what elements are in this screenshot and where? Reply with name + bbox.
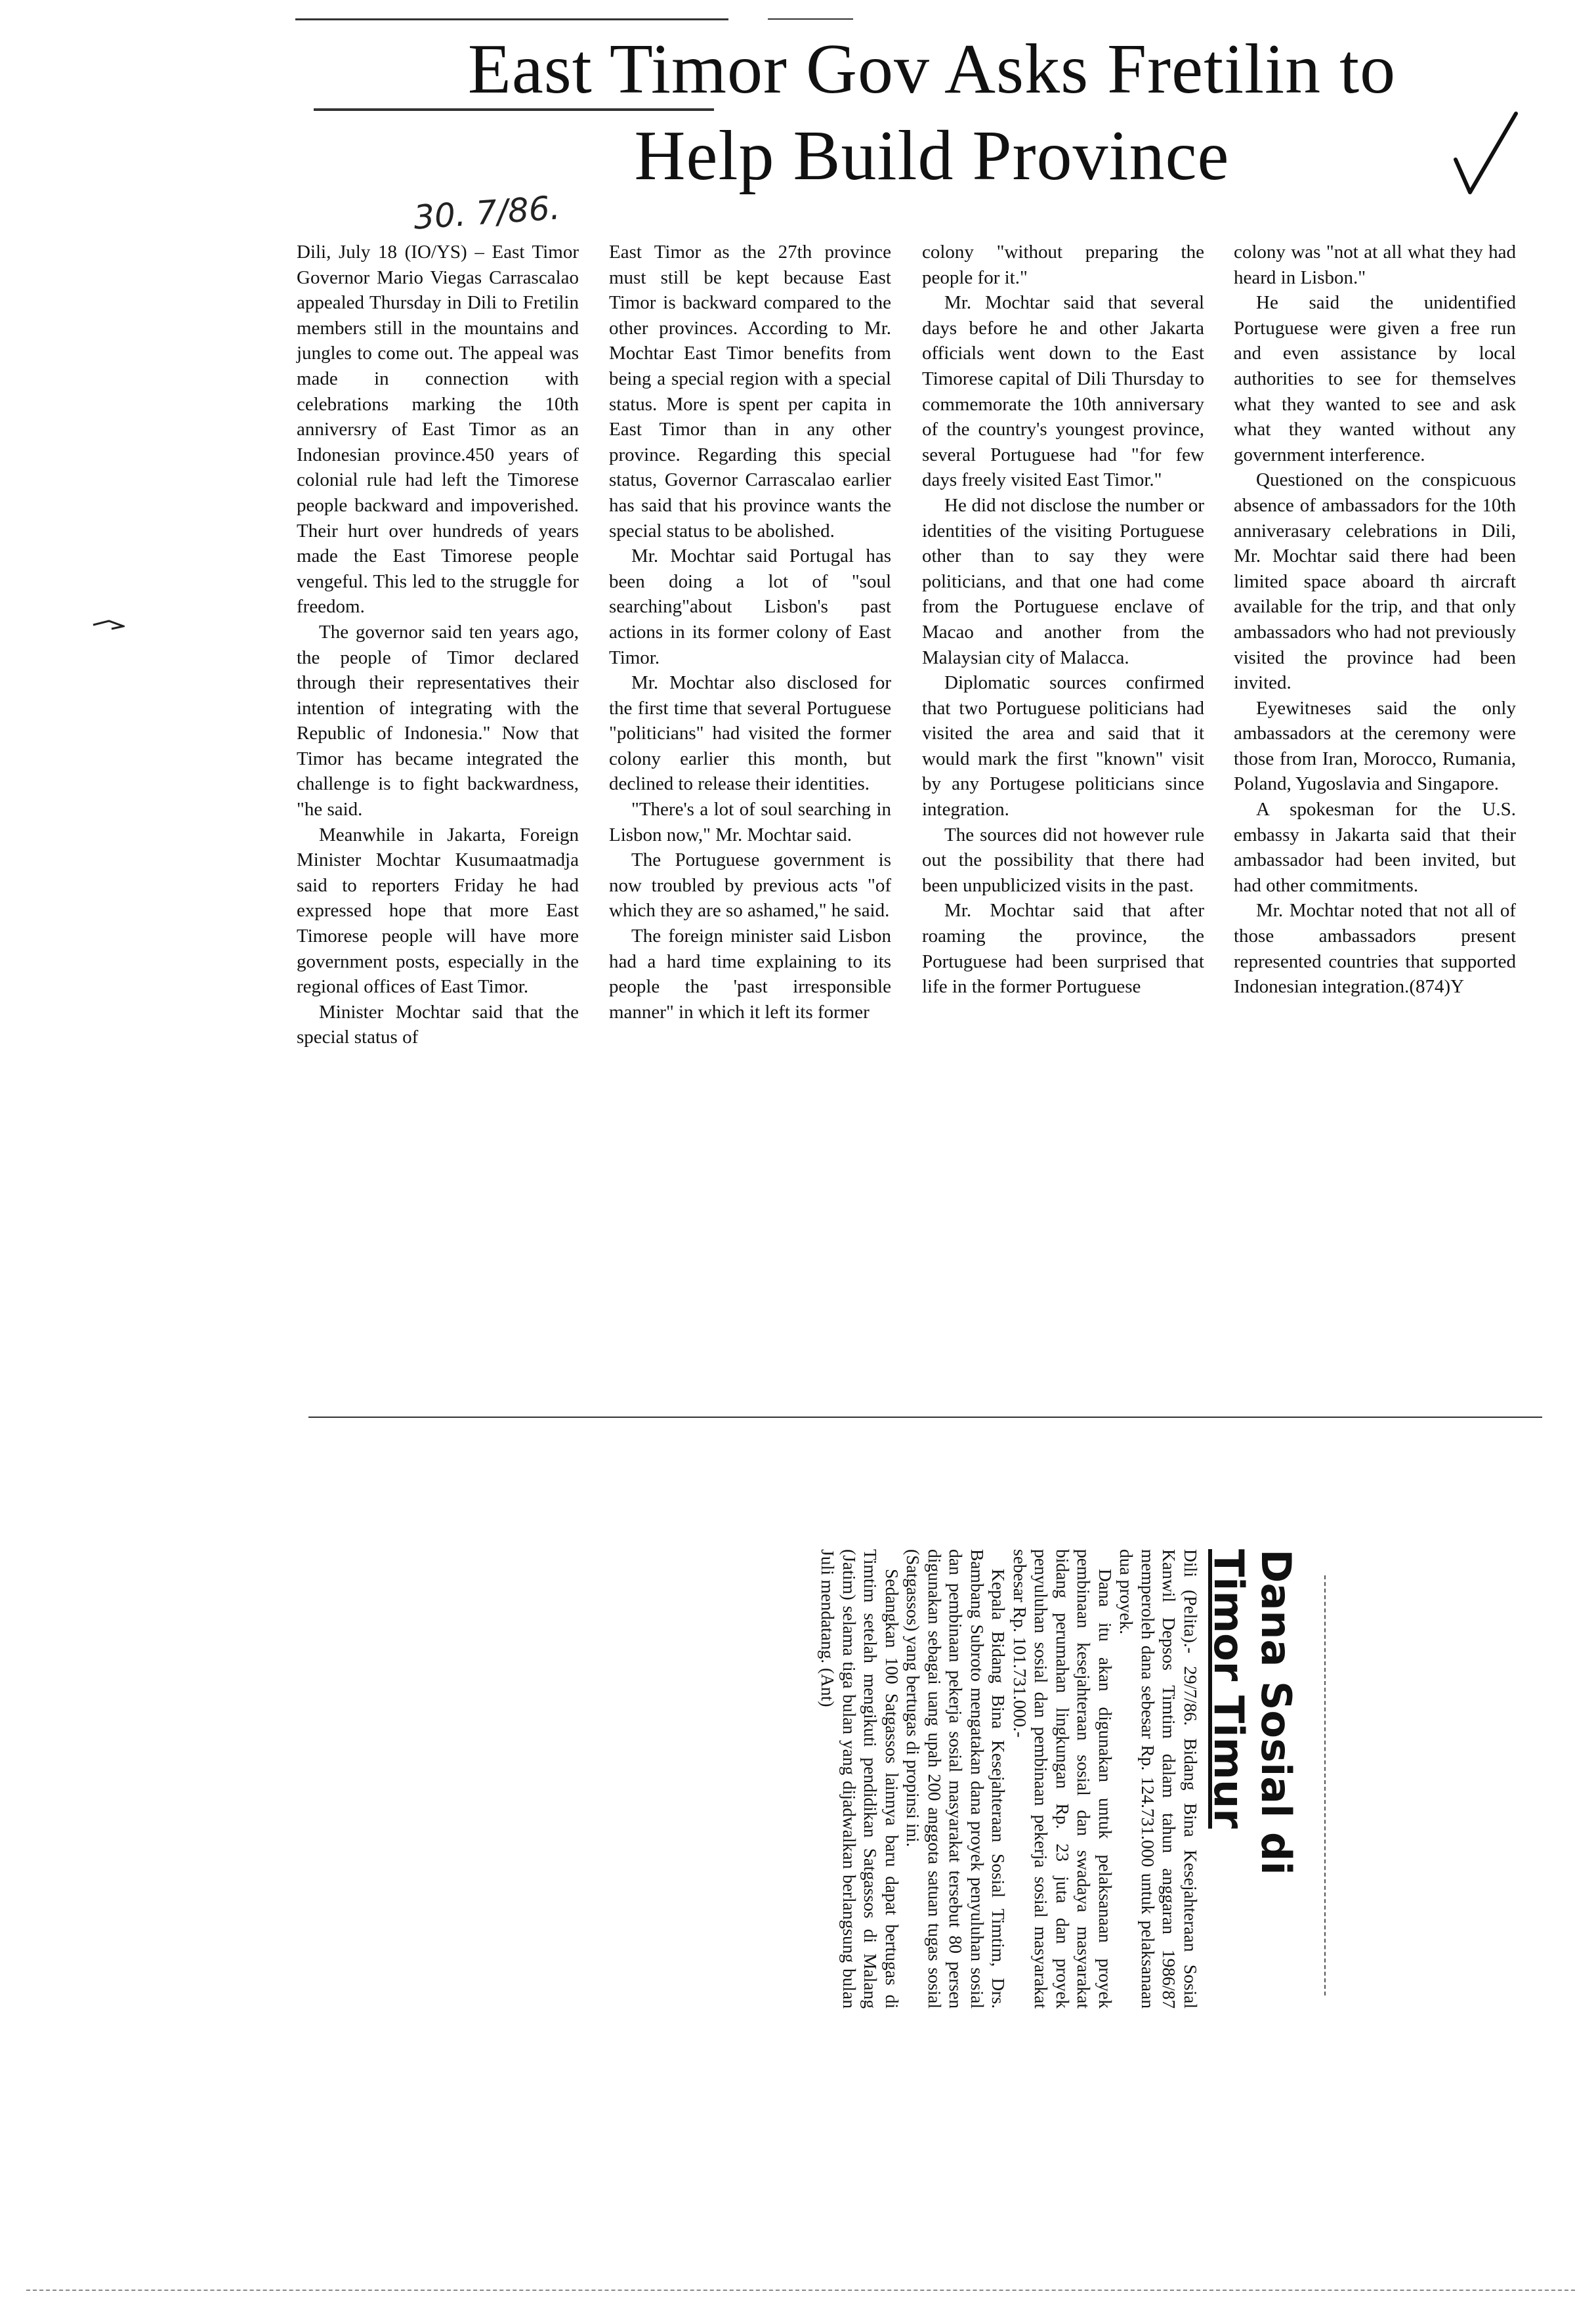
paragraph: colony "without preparing the people for it." [922, 242, 1204, 288]
headline-line-1: East Timor Gov Asks Fretilin to [467, 30, 1396, 108]
paragraph: The sources did not however rule out the possibility that there had been unpublicized visits in the past. [922, 824, 1204, 896]
bottom-edge-rule [26, 2290, 1575, 2291]
handwritten-checkmark-icon [1450, 108, 1522, 200]
clipping-dana-sosial [486, 1549, 1299, 2009]
sidebar-paragraph: Dana itu akan digunakan untuk pelaksanaan proyek pembinaan kesejahteraan sosial dan swadaya masyarakat bidang perumahan lingkungan Rp. 23 juta dan proyek penyuluhan sosial dan pembinaan pekerja sosial masyarakat sebesar Rp. 101.731.000.- [1010, 1549, 1116, 2009]
headline [308, 26, 1555, 200]
top-rule-right [768, 18, 853, 20]
article-column-2 [609, 240, 891, 1025]
paragraph: Mr. Mochtar said that several days before he and other Jakarta officials went down to the East Timorese capital of Dili Thursday to commemorate the 10th anniversary of the country's youngest province, several Portuguese had "for few days freely visited East Timor." [922, 292, 1204, 491]
paragraph: Minister Mochtar said that the special status of [297, 1001, 579, 1048]
paragraph: Meanwhile in Jakarta, Foreign Minister Mochtar Kusumaatmadja said to reporters Friday he had expressed hope that more East Timorese people will have more government posts, especially in the regional offices of East Timor. [297, 824, 579, 998]
paragraph: The Portuguese government is now troubled by previous acts "of which they are so ashamed," he said. [609, 849, 891, 922]
paragraph: He said the unidentified Portuguese were given a free run and even assistance by local authorities to see for themselves what they wanted to see and ask what they wanted without any government interference. [1234, 292, 1516, 465]
paragraph: Mr. Mochtar said that after roaming the province, the Portuguese had been surprised that life in the former Portuguese [922, 900, 1204, 998]
sidebar-title [1205, 1549, 1299, 2009]
sidebar-body [817, 1549, 1201, 2009]
paragraph: Mr. Mochtar noted that not all of those ambassadors present represented countries that supported Indonesian integration.(874)Y [1234, 900, 1516, 998]
paragraph: A spokesman for the U.S. embassy in Jakarta said that their ambassador had been invited, but had other commitments. [1234, 799, 1516, 896]
headline-line-2: Help Build Province [634, 117, 1230, 195]
handwritten-date: 30. 7/86. [412, 188, 562, 237]
article-column-3 [922, 240, 1204, 1000]
stray-mark-icon [92, 617, 125, 633]
paragraph: Mr. Mochtar said Portugal has been doing a lot of "soul searching"about Lisbon's past actions in its former colony of East Timor. [609, 545, 891, 668]
top-rule [295, 18, 728, 20]
paragraph: "There's a lot of soul searching in Lisbon now," Mr. Mochtar said. [609, 799, 891, 845]
paragraph: He did not disclose the number or identities of the visiting Portuguese other than to say they were politicians, and that one had come from the Portuguese enclave of Macao and another from the Malaysian city of Malacca. [922, 494, 1204, 668]
article-bottom-rule [308, 1417, 1542, 1418]
sidebar-clip-edge [1324, 1575, 1326, 1995]
clipping-rotated-content [486, 1549, 1299, 2009]
sidebar-paragraph: Sedangkan 100 Satgassos lainnya baru dapat bertugas di Timtim setelah mengikuti pendidikan Satgassos di Malang (Jatim) selama tiga bulan yang dijadwalkan berlangsung bulan Juli mendatang. (Ant) [818, 1549, 902, 2009]
paragraph: Diplomatic sources confirmed that two Portuguese politicians had visited the area and said that it would mark the first "known" visit by any Portugese politicians since integration. [922, 672, 1204, 821]
paragraph: Dili, July 18 (IO/YS) – East Timor Governor Mario Viegas Carrascalao appealed Thursday in Dili to Fretilin members still in the mountains and jungles to come out. The appeal was made in connection with celebrations marking the 10th anniversry of East Timor as an Indonesian province.450 years of colonial rule had left the Timorese people backward and impoverished. Their hurt over hundreds of years made the East Timorese people vengeful. This led to the struggle for freedom. [297, 242, 579, 618]
article-column-1 [297, 240, 579, 1050]
sidebar-paragraph: Kepala Bidang Bina Kesejahteraan Sosial Timtim, Drs. Bambang Subroto mengatakan dana proyek penyuluhan sosial dan pembinaan pekerja sosial masyarakat tersebut 80 persen digunakan sebagai uang upah 200 anggota satuan tugas sosial (Satgassos) yang bertugas di propinsi ini. [903, 1549, 1009, 2009]
paragraph: colony was "not at all what they had heard in Lisbon." [1234, 242, 1516, 288]
paragraph: The governor said ten years ago, the people of Timor declared through their representatives their intention of integrating with the Republic of Indonesia." Now that Timor has became integrated the challenge is to fight backwardness, "he said. [297, 621, 579, 821]
paragraph: The foreign minister said Lisbon had a hard time explaining to its people the 'past irresponsible manner" in which it left its former [609, 926, 891, 1023]
paragraph: Eyewitneses said the only ambassadors at the ceremony were those from Iran, Morocco, Rumania, Poland, Yugoslavia and Singapore. [1234, 697, 1516, 795]
headline-underline [314, 108, 714, 111]
sidebar-title-line-2: Timor Timur [1205, 1549, 1253, 1829]
paragraph: East Timor as the 27th province must still be kept because East Timor is backward compared to the other provinces. According to Mr. Mochtar East Timor benefits from being a special region with a special status. More is spent per capita in East Timor than in any other province. Regarding this special status, Governor Carrascalao earlier has said that his province wants the special status to be abolished. [609, 242, 891, 542]
article-column-4 [1234, 240, 1516, 1000]
sidebar-paragraph: Dili (Pelita).- 29/7/86. Bidang Bina Kesejahteraan Sosial Kanwil Depsos Timtim dalam tahun anggaran 1986/87 memperoleh dana sebesar Rp. 124.731.000 untuk pelaksanaan dua proyek. [1116, 1549, 1201, 2009]
sidebar-title-line-1: Dana Sosial di [1252, 1549, 1300, 1875]
paragraph: Mr. Mochtar also disclosed for the first time that several Portuguese "politicians" had visited the former colony earlier this month, but declined to release their identities. [609, 672, 891, 795]
paragraph: Questioned on the conspicuous absence of ambassadors for the 10th anniverasary celebrations in Dili, Mr. Mochtar said there had been limited space aboard th aircraft available for the trip, and that only ambassadors who had not previously visited the province had been invited. [1234, 469, 1516, 694]
